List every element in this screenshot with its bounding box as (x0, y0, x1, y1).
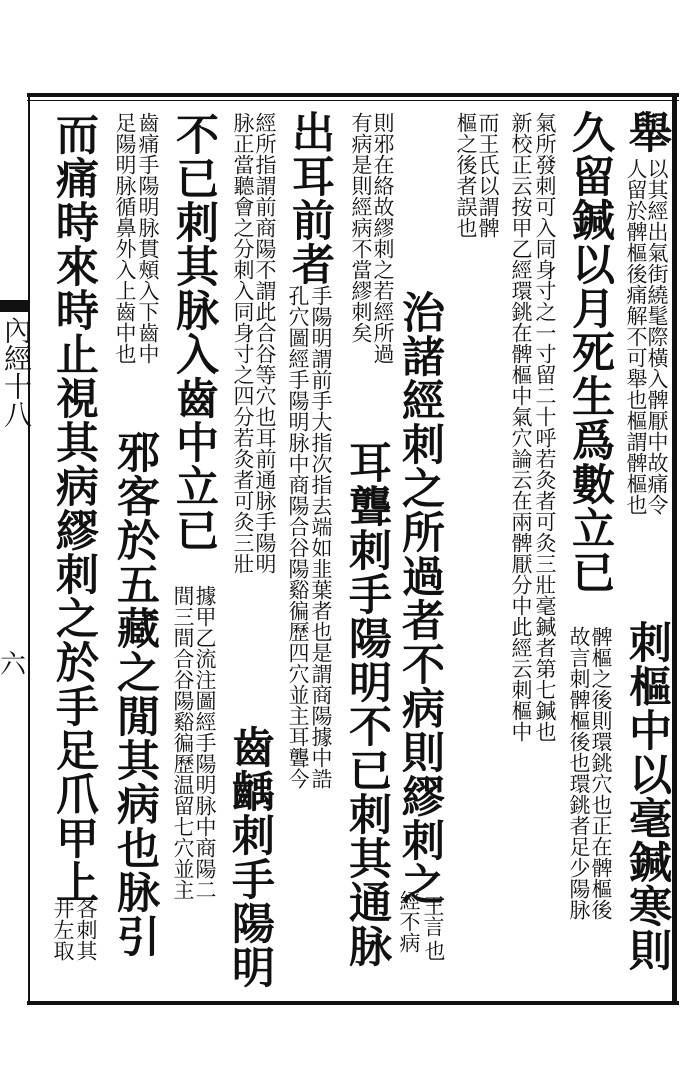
margin-title: 內經十八 (0, 316, 33, 428)
annotation-2b: 故言刺髀樞後也環銚者足少陽脉 (567, 626, 591, 920)
annotation-3a: 氣所發刺可入同身寸之一寸留二十呼若灸者可灸三壯毫鍼者第七鍼也 (533, 112, 557, 742)
annotation-3b: 新校正云按甲乙經環銚在髀樞中氣穴論云在兩髀厭分中此經云刺樞中 (509, 112, 533, 742)
text-column-2: 久留鍼以月死生爲數立已 (565, 110, 615, 594)
left-border-rule (28, 93, 30, 1005)
annotation-5a: 則邪在絡故繆刺之若經所過 (371, 112, 395, 364)
annotation-4a: 而王氏以謂髀 (476, 112, 500, 238)
text-column-7: 齒齲刺手陽明 (225, 725, 275, 989)
annotation-6a: 手陽明謂前手大指次指去端如韭葉者也是謂商陽據中誥 (309, 285, 333, 789)
text-column-9: 邪客於五藏之閒其病也脉引 (110, 430, 160, 958)
top-border-thin-rule (27, 100, 679, 101)
text-column-1: 舉 (622, 110, 672, 154)
annotation-10b: 井左取 (51, 898, 75, 961)
top-border-rule (27, 93, 679, 97)
bottom-border-rule (27, 1001, 679, 1005)
annotation-10a: 各刺其 (74, 898, 98, 961)
annotation-4d: 經不病 (397, 890, 421, 953)
annotation-2a: 髀樞之後則環銚穴也正在髀樞後 (589, 626, 613, 920)
page-number: 六 (0, 650, 27, 680)
annotation-6b: 孔穴圖經手陽明脉中商陽合谷陽谿徧歷四穴並主耳聾今 (286, 285, 310, 789)
annotation-1a: 以其經出氣街繞髦際橫入髀厭中故痛令 (645, 158, 669, 515)
annotation-4b: 樞之後者誤也 (454, 112, 478, 238)
fold-marker (0, 300, 30, 312)
text-column-6: 出耳前者 (285, 110, 335, 286)
annotation-4c: 王言 (421, 895, 445, 937)
text-column-1-cont: 刺樞中以毫鍼寒則 (622, 620, 672, 972)
text-column-5: 耳聾刺手陽明不已刺其通脉 (342, 440, 392, 968)
text-column-10: 而痛時來時止視其病繆刺之於手足爪甲上 (49, 112, 99, 904)
annotation-8a: 據甲乙流注圖經手陽明脉中商陽二 (193, 585, 217, 900)
annotation-5b: 有病是則經病不當繆刺矣 (349, 112, 373, 343)
annotation-1b: 人留於髀樞後痛解不可舉也樞謂髀樞也 (624, 158, 648, 515)
annotation-7b: 脉正當聽會之分刺入同身寸之四分若灸者可灸三壯 (231, 112, 255, 574)
annotation-9b: 足陽明脉循鼻外入上齒中也 (113, 112, 137, 364)
annotation-9a: 齒痛手陽明脉貫頰入下齒中 (136, 112, 160, 364)
right-border-rule (672, 93, 677, 1005)
text-column-8: 不已刺其脉入齒中立已 (169, 112, 219, 552)
annotation-8b: 間三間合谷陽谿徧歷温留七穴並主 (171, 585, 195, 900)
text-column-4: 治諸經刺之所過者不病則繆刺之 (395, 290, 445, 906)
annotation-7a: 經所指謂前商陽不謂此合谷等穴也耳前通脉手陽明 (253, 112, 277, 574)
annotation-4e: 也 (422, 940, 446, 961)
